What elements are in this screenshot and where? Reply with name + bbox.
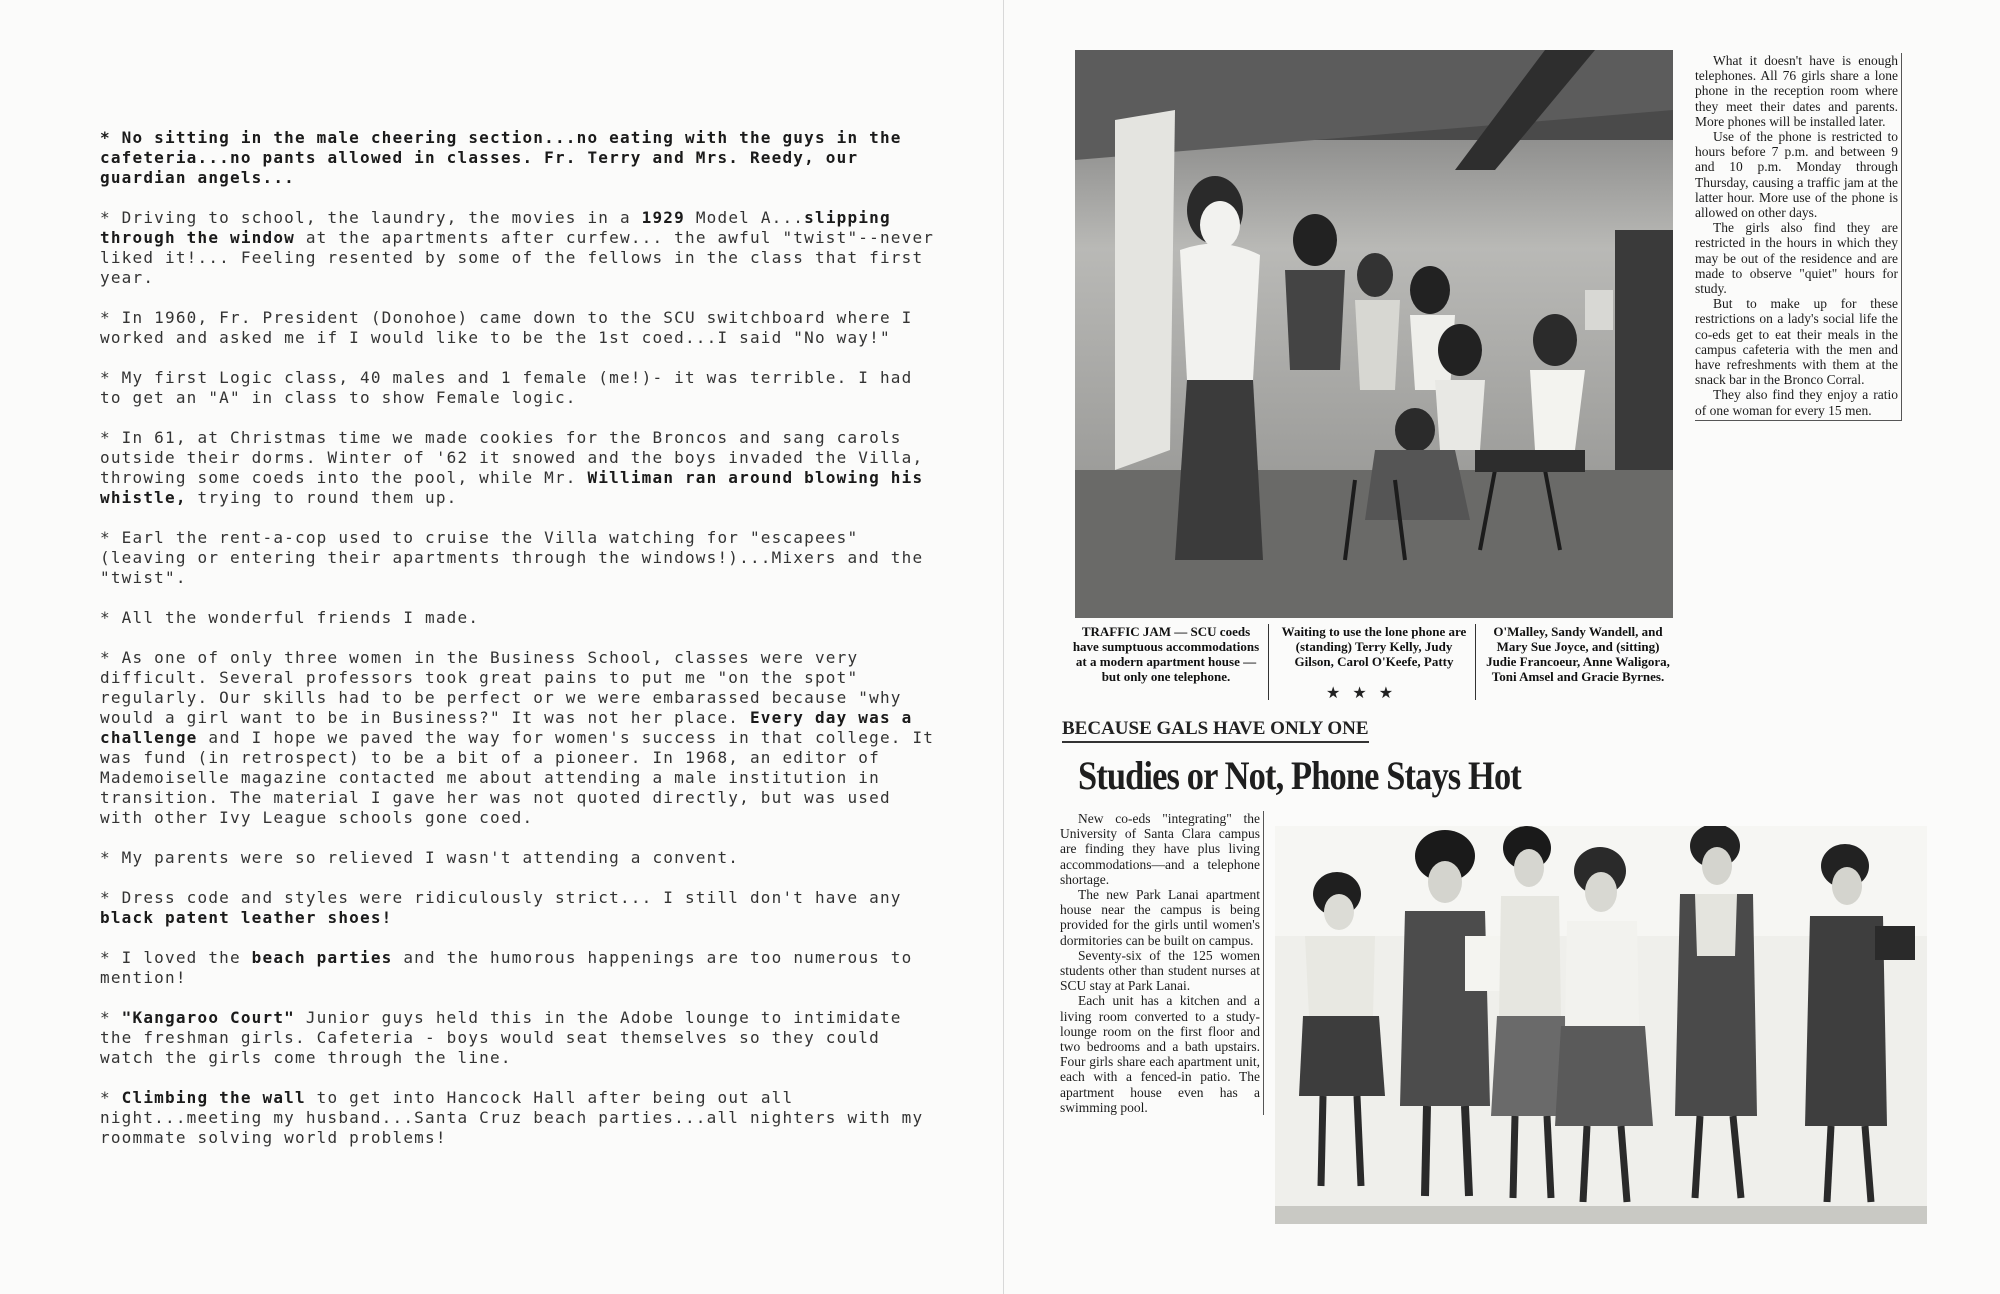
memory-paragraph [100, 848, 940, 868]
memory-paragraph [100, 128, 940, 188]
memory-text: trying to round them up. [186, 488, 458, 507]
memory-text: * My first Logic class, 40 males and 1 female (me!)- it was terrible. I had to get an "A" in class to show Female logic. [100, 368, 913, 407]
headline-kicker: BECAUSE GALS HAVE ONLY ONE [1062, 718, 1369, 743]
memory-bold-text: beach parties [251, 948, 393, 967]
memory-text: * Earl the rent-a-cop used to cruise the Villa watching for "escapees" (leaving or entering their apartments through the windows!)...Mixers and the "twist". [100, 528, 924, 587]
memory-text: * Driving to school, the laundry, the movies in a [100, 208, 642, 227]
headline: Studies or Not, Phone Stays Hot [1078, 753, 1521, 798]
memory-text: * In 61, at Christmas time we made cookies for the Broncos and sang carols outside their dorms. Winter of '62 it snowed and the boys invaded the Villa, throwing some coeds into the pool, while Mr. [100, 428, 924, 487]
memory-text: * [100, 1088, 122, 1107]
story-column-right [1695, 53, 1902, 421]
memory-paragraph [100, 608, 940, 628]
caption-divider-1 [1268, 624, 1269, 700]
memories-text-column [100, 128, 940, 1168]
memory-text: Junior guys held this in the Adobe lounge to intimidate the freshman girls. Cafeteria - boys would seat themselves so they could watch the girls come through the line. [100, 1008, 902, 1067]
memory-paragraph [100, 368, 940, 408]
memory-text: * My parents were so relieved I wasn't attending a convent. [100, 848, 740, 867]
memory-paragraph [100, 208, 940, 288]
memory-text: * All the wonderful friends I made. [100, 608, 480, 627]
memory-bold-text: Every day was a challenge [100, 708, 913, 747]
memory-text: * Dress code and styles were ridiculously strict... I still don't have any [100, 888, 902, 907]
photo-caption-3: O'Malley, Sandy Wandell, and Mary Sue Joyce, and (sitting) Judie Francoeur, Anne Waligora, Toni Amsel and Gracie Byrnes. [1486, 624, 1670, 684]
memory-bold-text: "Kangaroo Court" [121, 1008, 295, 1027]
memory-bold-text: Williman ran around blowing his whistle, [100, 468, 924, 507]
memory-text: and I hope we paved the way for women's success in that college. It was fund (in retrospect) to be a bit of a pioneer. In 1968, an editor of Mademoiselle magazine contacted me about attending a male institution in transition. The material I gave her was not quoted directly, but was used with other Ivy League schools gone coed. [100, 728, 935, 827]
memory-bold-text: Climbing the wall [121, 1088, 306, 1107]
traffic-jam-photo [1075, 50, 1673, 618]
story-column-left [1060, 811, 1264, 1115]
memory-paragraph [100, 1008, 940, 1068]
story-paragraph: They also find they enjoy a ratio of one woman for every 15 men. [1695, 387, 1898, 418]
memory-paragraph [100, 308, 940, 348]
story-paragraph: Each unit has a kitchen and a living room converted to a study-lounge room on the first floor and two bedrooms and a bath upstairs. Four girls share each apartment unit, each with a fenced-in patio. The apartment house even has a swimming pool. [1060, 993, 1260, 1115]
memory-paragraph [100, 948, 940, 988]
photo-caption-2: Waiting to use the lone phone are (standing) Terry Kelly, Judy Gilson, Carol O'Keefe, Patty [1281, 624, 1467, 669]
story-paragraph: New co-eds "integrating" the University of Santa Clara campus are finding they have plus living accommodations—and a telephone shortage. [1060, 811, 1260, 887]
memory-bold-text: 1929 [641, 208, 685, 227]
story-paragraph: But to make up for these restrictions on a lady's social life the co-eds get to eat their meals in the campus cafeteria with the men and have refreshments with them at the snack bar in the Bronco Corral. [1695, 296, 1898, 388]
story-paragraph: The new Park Lanai apartment house near the campus is being provided for the girls until women's dormitories can be built on campus. [1060, 887, 1260, 948]
memory-text: to get into Hancock Hall after being out all night...meeting my husband...Santa Cruz beach parties...all nighters with my roommate solving world problems! [100, 1088, 924, 1147]
memory-text: * I loved the [100, 948, 252, 967]
story-paragraph: The girls also find they are restricted in the hours in which they may be out of the residence and are made to observe "quiet" hours for study. [1695, 220, 1898, 297]
memory-paragraph [100, 888, 940, 928]
memory-paragraph [100, 428, 940, 508]
memory-paragraph [100, 648, 940, 828]
story-paragraph: Use of the phone is restricted to hours before 7 p.m. and between 9 and 10 p.m. Monday through Thursday, causing a traffic jam at the latter hour. More use of the phone is allowed on other days. [1695, 129, 1898, 221]
memory-bold-text: * No sitting in the male cheering section...no eating with the guys in the cafeteria...no pants allowed in classes. Fr. Terry and Mrs. Reedy, our guardian angels... [100, 128, 902, 187]
memory-paragraph [100, 528, 940, 588]
caption-stars: ★★★ [1326, 683, 1406, 702]
memory-text: and the humorous happenings are too numerous to mention! [100, 948, 913, 987]
walking-coeds-photo [1275, 826, 1927, 1224]
memory-text: Model A... [684, 208, 805, 227]
memory-paragraph [100, 1088, 940, 1148]
caption-divider-2 [1475, 624, 1476, 700]
memory-text: * In 1960, Fr. President (Donohoe) came down to the SCU switchboard where I worked and asked me if I would like to be the 1st coed...I said "No way!" [100, 308, 913, 347]
photo-caption-1: TRAFFIC JAM — SCU coeds have sumptuous accommodations at a modern apartment house — but only one telephone. [1072, 624, 1260, 684]
memory-text: at the apartments after curfew... the awful "twist"--never liked it!... Feeling resented by some of the fellows in the class that first year. [100, 228, 935, 287]
page-fold [1003, 0, 1004, 1294]
story-paragraph: What it doesn't have is enough telephones. All 76 girls share a lone phone in the reception room where they meet their dates and parents. More phones will be installed later. [1695, 53, 1898, 129]
memory-bold-text: black patent leather shoes! [100, 908, 393, 927]
memory-text: * As one of only three women in the Business School, classes were very difficult. Several professors took great pains to put me "on the spot" regularly. Our skills had to be perfect or we were embarassed because "why would a girl want to be in Business?" It was not her place. [100, 648, 902, 727]
story-paragraph: Seventy-six of the 125 women students other than student nurses at SCU stay at Park Lanai. [1060, 947, 1260, 994]
memory-text: * [100, 1008, 122, 1027]
memory-bold-text: slipping through the window [100, 208, 891, 247]
